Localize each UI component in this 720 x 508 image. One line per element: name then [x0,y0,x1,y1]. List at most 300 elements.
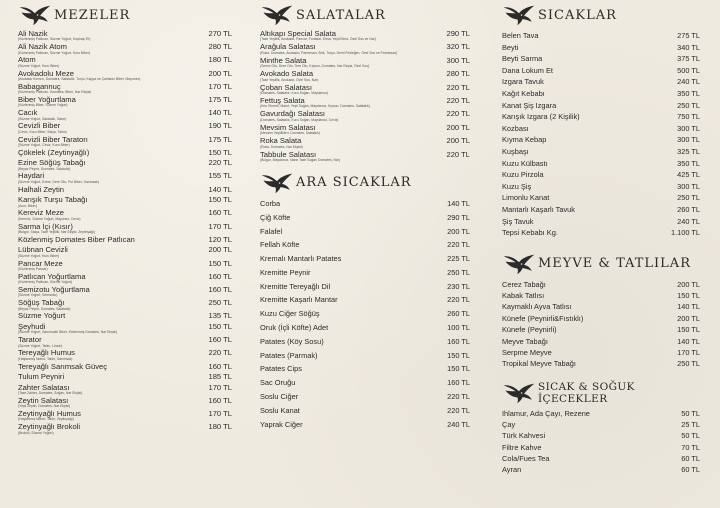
menu-item-price: 160 TL [208,335,232,345]
menu-item-price: 220 TL [447,295,470,305]
menu-item-name: Zahter Salatası [18,382,70,392]
menu-item-row [18,159,232,172]
menu-item-price: 160 TL [447,336,470,346]
swallow-icon [18,2,52,28]
menu-item-description: (Közlenmiş Patlıcan, Süzme Yoğurt, Kuşbaşı Et) [18,37,91,42]
menu-item-name: Kremitte Kaşarlı Mantar [260,295,338,305]
section-salatalar [260,0,470,164]
menu-item-price: 150 TL [447,364,470,374]
menu-item-name: Karışık Izgara (2 Kişilik) [502,112,580,122]
menu-item-price: 220 TL [447,405,470,415]
menu-item-name: Yaprak Ciğer [260,419,303,429]
menu-item-description: (Süzme Yoğurt, Semizotu) [18,293,58,298]
menu-item-price: 220 TL [208,348,232,358]
menu-item-row [18,209,232,222]
menu-item-price: 60 TL [681,465,700,475]
menu-item-price: 260 TL [447,309,470,319]
menu-item-price: 120 TL [208,234,232,244]
menu-item-name: Roka Salata [260,136,302,146]
menu-item-price: 300 TL [677,135,700,145]
menu-item-row [502,453,700,464]
menu-item-description: (Avokado Kırmızı, Domates, Salatalık, Turşu, Kapya ve Çarliston Biber, Mayonez) [18,76,141,81]
menu-item-name: Künefe (Peynirli&Fıstıklı) [502,313,584,323]
menu-item-row [502,88,700,100]
menu-item-name: Altıkapı Special Salata [260,29,336,38]
menu-item-price: 150 TL [208,321,232,331]
menu-item-row [18,122,232,135]
menu-item-price: 750 TL [677,112,700,122]
menu-item-name: Patates (Köy Sosu) [260,336,324,346]
menu-item-price: 140 TL [677,336,700,346]
menu-item-name: Kuzu Külbastı [502,158,548,168]
menu-item-row [18,83,232,96]
menu-item-price: 200 TL [208,245,232,255]
menu-item-price: 160 TL [208,395,232,405]
menu-item-row [18,172,232,185]
menu-item-price: 50 TL [681,408,700,418]
menu-item-description: (Süzme Yoğurt, Kuru Biber) [18,253,60,258]
menu-item-name: Kuzu Şiş [502,181,532,191]
menu-item-name: Arağula Salatası [260,42,316,52]
menu-item-price: 150 TL [677,325,700,335]
menu-item-row [502,358,700,369]
menu-item-description: (Taze Zahter, Domates, Soğan, Nar Ekşisi) [18,391,83,396]
menu-item-description: (Süzme Yoğurt, Sarımsaklı Biber, Közlenmiş Domates, Nar Ekşisi) [18,330,118,335]
menu-item-row [502,134,700,146]
menu-item-name: Tereyağlı Humus [18,348,75,358]
menu-item-row [18,136,232,149]
menu-item-name: Izgara Tavuk [502,77,544,87]
menu-item-price: 230 TL [447,281,470,291]
menu-item-row [502,42,700,54]
menu-item-row [260,322,470,336]
menu-item-price: 160 TL [208,271,232,281]
menu-item-name: Beyti [502,42,519,52]
section-title: MEYVE & TATLILAR [538,256,691,272]
menu-item-row [260,226,470,240]
menu-item-row [260,294,470,308]
menu-item-price: 280 TL [208,42,232,52]
menu-item-row [260,151,470,164]
menu-item-description: (Süzme Yoğurt, Tahin, Limon) [18,343,63,348]
menu-item-name: Kereviz Meze [18,208,65,218]
menu-item-name: Avokadolu Meze [18,68,75,78]
section-mezeler [18,0,232,436]
menu-item-name: Babagannuç [18,81,61,91]
menu-item-price: 100 TL [447,323,470,333]
menu-item-price: 250 TL [677,100,700,110]
menu-item-price: 250 TL [447,267,470,277]
menu-column-right [502,0,700,476]
menu-item-price: 180 TL [208,422,232,432]
menu-item-name: Biber Yoğurtlama [18,94,76,104]
menu-item-name: Kaymaklı Ayva Tatlısı [502,302,572,312]
menu-item-price: 220 TL [447,392,470,402]
menu-item-description: (Közlenmiş Patlıcan, Süzme Yoğurt) [18,280,73,285]
menu-item-description: (Semiz Otu, Dere Otu, Tere Otu, Kıyson, Domates, Nar Ekşisi, Özel Sos) [260,64,370,69]
menu-item-price: 200 TL [446,122,470,132]
menu-item-name: Zeytin Salatası [18,395,69,405]
swallow-icon [502,251,536,277]
menu-item-row [260,281,470,295]
menu-item-price: 325 TL [677,146,700,156]
menu-item-price: 150 TL [208,195,232,205]
menu-item-price: 60 TL [681,454,700,463]
menu-item-name: Kıyma Kebap [502,135,547,145]
menu-item-name: Filtre Kahve [502,442,542,452]
section-title: ARA SICAKLAR [296,175,412,191]
menu-item-price: 220 TL [447,240,470,250]
menu-item-row [260,70,470,83]
menu-item-price: 175 TL [208,134,232,144]
menu-item-price: 200 TL [447,226,470,236]
menu-item-description: (Bulgur, Maydanoz, Nane Taze Soğan Domates, Nar) [260,157,341,162]
section-header [502,378,700,408]
menu-item-description: (Bulgur, Salça, Taze Yeşillik, Nar Ekşisi, Zeytinyağı) [18,230,96,235]
menu-item-price: 150 TL [208,258,232,268]
menu-item-price: 200 TL [677,279,700,289]
menu-item-description: (Haşlanmış Nohut, Tahin, Sarımsak) [18,356,73,361]
menu-item-name: Ali Nazik Atom [18,42,67,52]
menu-item-name: Halhali Zeytin [18,184,65,194]
menu-item-row [18,43,232,56]
menu-item-price: 350 TL [677,88,700,98]
menu-item-name: Cerez Tabağı [502,279,546,289]
menu-item-price: 140 TL [208,108,232,118]
menu-item-name: Kanat Şiş Izgara [502,100,557,110]
section-meyve-tatlilar [502,249,700,370]
menu-item-description: (Beyaz Peynir, Domates, Salatalık) [18,306,71,311]
menu-item-description: (Roka, Domates, Nar Ekşisi) [260,144,303,149]
menu-item-name: Patates Cips [260,364,302,374]
menu-item-description: (Brokoli, Süzme Yoğurt) [18,430,54,435]
menu-item-price: 290 TL [446,29,470,38]
menu-item-price: 240 TL [677,77,700,87]
menu-item-row [18,273,232,286]
menu-item-price: 160 TL [208,361,232,371]
menu-item-price: 190 TL [208,121,232,131]
menu-item-price: 425 TL [677,170,700,180]
menu-item-description: (Közlenmiş Pancar) [18,267,48,271]
menu-item-price: 260 TL [677,204,700,214]
menu-item-price: 140 TL [677,302,700,312]
section-title: MEZELER [54,7,131,23]
menu-item-price: 170 TL [208,409,232,419]
menu-item-row [260,405,470,419]
menu-item-row [260,419,470,433]
menu-item-row [502,123,700,135]
menu-item-row [502,324,700,335]
menu-item-row [502,169,700,181]
menu-item-description: (Taze Yeşillik, Avokado, Özel Sos, Nar) [260,77,319,82]
menu-item-name: Süzme Yoğurt [18,311,66,321]
menu-item-name: Kabak Tatlısı [502,291,545,301]
menu-item-price: 240 TL [447,419,470,429]
menu-item-row [18,349,232,362]
menu-item-name: Sac Oruğu [260,378,296,388]
menu-item-row [502,65,700,77]
menu-item-row [18,96,232,109]
menu-item-name: Çoban Salatası [260,82,312,92]
menu-item-name: Tabbule Salatası [260,149,317,159]
menu-item-name: Mevsim Salatası [260,122,316,132]
menu-item-price: 140 TL [447,198,470,208]
menu-item-name: Minthe Salata [260,55,307,65]
menu-item-price: 160 TL [447,378,470,388]
menu-item-row [260,391,470,405]
menu-item-description: (Süzme Yoğurt, Ceviz, Kuru Biber) [18,142,70,147]
menu-item-row [260,97,470,110]
menu-item-row [502,279,700,290]
menu-item-price: 280 TL [446,69,470,79]
menu-item-price: 220 TL [446,82,470,92]
menu-item-row [18,223,232,236]
menu-item-row [502,111,700,123]
menu-item-name: Meyve Tabağı [502,336,548,346]
menu-item-name: Mantarlı Kaşarlı Tavuk [502,204,575,214]
menu-item-name: Tarator [18,335,42,345]
menu-item-price: 240 TL [677,216,700,226]
menu-item-row [260,377,470,391]
menu-item-name: Ali Nazik [18,29,48,38]
menu-item-price: 225 TL [447,254,470,264]
menu-item-name: Gavurdağı Salatası [260,109,326,119]
menu-item-row [502,192,700,204]
menu-item-price: 300 TL [677,181,700,191]
menu-item-description: (Domates, Salatalık, Kuru Soğan, Maydanoz) [260,90,329,95]
menu-item-name: Corba [260,198,281,208]
menu-item-row [18,70,232,83]
menu-item-description: (Beyaz Peynir, Domates, Salatalık) [18,166,71,171]
menu-item-name: Kağıt Kebabı [502,88,545,98]
menu-item-row [260,363,470,377]
menu-item-name: Tereyağlı Sarımsak Güveç [18,361,108,371]
section-title: SICAKLAR [538,7,617,23]
menu-item-name: Şeyhudi [18,321,46,331]
menu-item-price: 185 TL [208,372,232,382]
section-ara-sicaklar [260,168,470,433]
menu-item-row [502,313,700,324]
menu-item-row [260,253,470,267]
menu-item-name: Kremitte Peynir [260,267,311,277]
menu-item-name: Beyti Sarma [502,54,543,64]
menu-item-price: 200 TL [446,136,470,146]
menu-item-price: 300 TL [677,123,700,133]
menu-item-name: Haydari [18,171,45,181]
menu-item-row [260,267,470,281]
menu-item-price: 150 TL [677,291,700,301]
menu-item-name: Kuşbaşı [502,146,529,156]
menu-item-description: (Süzme Yoğurt, Ezine, Dere Otu, Pul Biber, Sarımsak) [18,179,100,184]
menu-item-price: 270 TL [208,29,232,38]
menu-item-price: 200 TL [677,313,700,323]
menu-item-price: 220 TL [208,158,232,168]
menu-item-name: Lübnan Cevizli [18,245,68,255]
menu-item-name: Çökelek (Zeytinyağlı) [18,147,90,157]
menu-item-name: Avokado Salata [260,69,314,79]
menu-item-name: Tulum Peyniri [18,372,65,382]
menu-item-row [18,312,232,323]
menu-item-row [502,181,700,193]
menu-item-row [502,442,700,453]
menu-item-row [260,124,470,137]
menu-item-name: Cevizli Biber [18,121,61,131]
menu-item-name: Patates (Parmak) [260,350,318,360]
menu-item-price: 50 TL [681,431,700,441]
swallow-icon [260,170,294,196]
menu-item-price: 155 TL [208,171,232,181]
menu-item-description: (Süzme Yoğurt, Kuru Biber) [18,63,60,68]
menu-item-name: Çay [502,420,516,430]
menu-item-row [18,246,232,259]
section-sicaklar [502,0,700,239]
menu-item-description: (Taze Yeşillik, Avokado, Pancar, Portakal, Elma, Yeşil Elma, Özel Sos ve Nar) [260,37,376,42]
menu-item-row [502,53,700,65]
menu-column-left [18,0,232,436]
menu-item-row [260,239,470,253]
menu-item-name: Pancar Meze [18,258,63,268]
menu-item-description: (Közlenmiş Patlıcan, Süzme Yoğurt, Kuru Biber) [18,50,90,55]
menu-item-row [260,212,470,226]
menu-item-price: 25 TL [681,420,700,430]
menu-item-price: 220 TL [446,109,470,119]
menu-column-middle [260,0,470,432]
menu-item-row [502,430,700,441]
section-title: SALATALAR [296,7,386,23]
menu-item-name: Sarma İçi (Kısır) [18,221,73,231]
menu-item-description: (Domates, Salatalık, Kuru Soğan, Maydanoz, Ceviz) [260,117,339,122]
menu-item-name: Semizotu Yoğurtlama [18,284,90,294]
menu-item-name: Kozbası [502,123,529,133]
menu-item-description: (Yeşil Zeytin, Domates, Nar Ekşisi) [18,404,71,409]
menu-item-name: Künefe (Peynirli) [502,325,557,335]
menu-item-name: Kuzu Pirzola [502,170,544,180]
menu-item-row [502,290,700,301]
menu-item-price: 275 TL [677,31,700,40]
menu-item-name: Kuzu Ciğer Söğüş [260,309,320,319]
menu-item-name: Tropikal Meyve Tabağı [502,359,576,369]
menu-item-row [502,347,700,358]
menu-item-row [502,30,700,42]
menu-item-price: 320 TL [446,42,470,52]
menu-item-row [502,408,700,419]
section-header [260,168,470,198]
menu-item-price: 70 TL [681,442,700,452]
menu-item-row [502,464,700,475]
menu-item-row [260,30,470,43]
menu-item-price: 375 TL [677,54,700,64]
menu-item-name: Cacık [18,108,38,118]
menu-item-row [18,56,232,69]
menu-item-row [502,336,700,347]
menu-item-name: Oruk (İçli Köfte) Adet [260,323,329,333]
menu-item-row [260,110,470,123]
menu-item-description: (Mevsim Yeşillikleri, Domates, Salatalık) [260,131,320,136]
menu-item-name: Fettuş Salata [260,95,305,105]
menu-item-row [18,323,232,336]
menu-item-description: (Kereviz, Süzme Yoğurt, Mayonez, Ceviz) [18,216,81,221]
menu-item-row [502,301,700,312]
menu-item-price: 500 TL [677,65,700,75]
menu-item-row [260,84,470,97]
menu-item-row [260,57,470,70]
menu-item-price: 170 TL [677,348,700,358]
menu-item-name: Cola/Fues Tea [502,454,550,463]
menu-item-name: Soslu Kanat [260,405,300,415]
menu-item-row [18,260,232,273]
menu-item-price: 180 TL [208,55,232,65]
menu-item-row [502,158,700,170]
menu-item-row [502,100,700,112]
menu-item-name: Falafel [260,226,283,236]
menu-item-row [18,423,232,436]
menu-item-row [18,384,232,397]
menu-item-name: Şiş Tavuk [502,216,534,226]
menu-item-description: (Acur, Biber) [18,203,37,208]
menu-item-name: Serpme Meyve [502,348,552,358]
menu-item-row [502,76,700,88]
menu-item-price: 350 TL [677,158,700,168]
menu-item-price: 170 TL [208,81,232,91]
menu-item-price: 140 TL [208,184,232,194]
menu-item-price: 1.100 TL [670,228,700,238]
menu-item-name: Dana Lokum Et [502,65,553,75]
menu-item-price: 135 TL [208,311,232,321]
menu-item-price: 170 TL [208,221,232,231]
menu-item-row [502,419,700,430]
menu-item-name: Soslu Ciğer [260,392,299,402]
menu-item-price: 160 TL [208,284,232,294]
menu-item-name: Patlıcan Yoğurtlama [18,271,86,281]
menu-item-price: 300 TL [446,55,470,65]
menu-item-description: (Süzme Yoğurt, Salatalık, Nane) [18,116,67,121]
swallow-icon [260,2,294,28]
menu-item-price: 250 TL [208,298,232,308]
menu-item-name: Zeytinyağlı Brokoli [18,422,81,432]
menu-item-price: 160 TL [208,208,232,218]
menu-item-description: (Haşlanmış Nohut, Tahin, Zeytinyağı) [18,417,74,422]
menu-item-name: Tepsi Kebabı Kg. [502,228,558,238]
menu-item-name: Cevizli Biber Taratorı [18,134,88,144]
menu-item-row [502,146,700,158]
menu-item-name: Fellah Köfte [260,240,300,250]
menu-item-price: 220 TL [446,149,470,159]
menu-item-row [260,198,470,212]
menu-item-row [260,350,470,364]
section-icecekler [502,378,700,476]
menu-item-name: Karışık Turşu Tabağı [18,195,88,205]
menu-item-price: 250 TL [677,359,700,369]
swallow-icon [502,2,536,28]
menu-item-name: Çiğ Köfte [260,212,291,222]
menu-item-row [502,216,700,228]
menu-item-name: Türk Kahvesi [502,431,546,441]
menu-item-row [502,227,700,239]
menu-item-name: Ihlamur, Ada Çayı, Rezene [502,408,590,418]
menu-item-row [260,308,470,322]
menu-item-description: (Roka, Domates, Avokado, Parmesan, Brik, Turşu, Demi Fesleğen, Özel Sos ve Parmesan) [260,50,398,55]
section-header [18,0,232,30]
menu-item-name: Közlenmiş Domates Biber Patlıcan [18,234,135,244]
swallow-icon [502,380,536,406]
menu-item-name: Atom [18,55,36,65]
menu-item-description: (Közlenmiş Patlıcan, Domates, Biber, Nar Ekşisi) [18,90,92,95]
menu-item-price: 150 TL [208,147,232,157]
section-header [502,249,700,279]
menu-item-price: 250 TL [677,193,700,203]
menu-item-row [260,336,470,350]
section-title: SICAK & SOĞUK İÇECEKLER [538,380,635,405]
